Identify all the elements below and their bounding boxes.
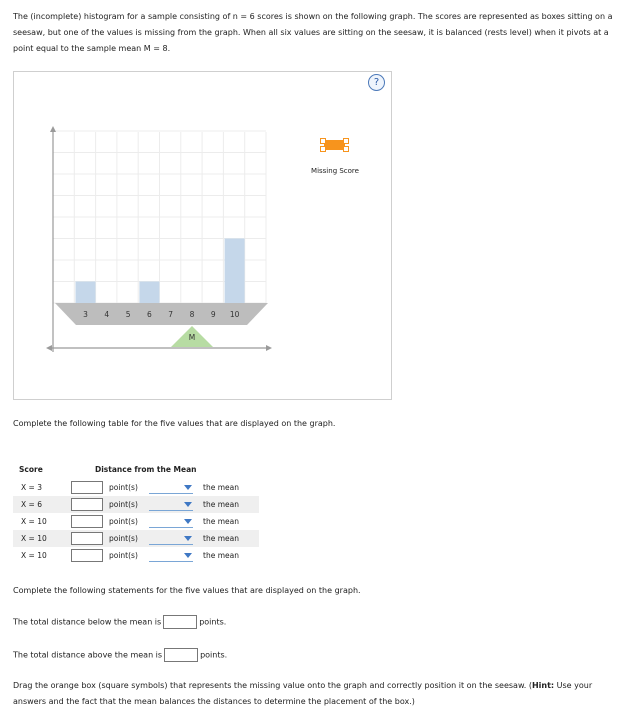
tick-label: 3 <box>83 310 88 319</box>
pivot-label: M <box>188 333 196 342</box>
distance-input[interactable] <box>71 515 103 528</box>
direction-select[interactable] <box>149 499 193 511</box>
histogram-bar <box>225 239 245 304</box>
table-row <box>13 547 259 564</box>
unit-label: point(s) <box>109 500 138 509</box>
score-cell: X = 3 <box>21 483 42 492</box>
mean-label: the mean <box>203 500 239 509</box>
distance-table <box>13 462 259 564</box>
pivot <box>171 326 213 347</box>
table-row <box>13 496 259 513</box>
chevron-down-icon <box>184 485 192 490</box>
x-axis-left-arrow-icon <box>46 345 52 351</box>
statement-below-suffix: points. <box>199 617 227 627</box>
score-cell: X = 10 <box>21 517 47 526</box>
histogram-bars <box>76 239 245 304</box>
score-cell: X = 10 <box>13 530 69 547</box>
direction-select[interactable] <box>149 516 193 528</box>
mean-label: the mean <box>203 483 239 492</box>
chevron-down-icon <box>184 536 192 541</box>
statements-instruction: Complete the following statements for the five values that are displayed on the graph. <box>13 586 361 595</box>
tick-label: 7 <box>168 310 174 319</box>
mean-label: the mean <box>203 551 239 560</box>
statement-above-prefix: The total distance above the mean is <box>13 650 163 660</box>
missing-score-label: Missing Score <box>311 167 359 175</box>
statement-above-suffix: points. <box>200 650 228 660</box>
total-above-input[interactable] <box>164 648 198 662</box>
total-below-input[interactable] <box>163 615 197 629</box>
statement-below-prefix: The total distance below the mean is <box>13 617 162 627</box>
tick-label: 10 <box>229 310 240 319</box>
table-row <box>13 530 259 547</box>
distance-input[interactable] <box>71 532 103 545</box>
tick-label: 5 <box>125 310 131 319</box>
distance-input[interactable] <box>71 549 103 562</box>
unit-label: point(s) <box>109 551 138 560</box>
statement-above <box>13 648 227 662</box>
score-header: Score <box>19 464 43 474</box>
table-instruction: Complete the following table for the five values that are displayed on the graph. <box>13 419 336 428</box>
graph-panel <box>13 71 392 400</box>
tick-label: 4 <box>104 310 110 319</box>
y-axis-arrow-icon <box>50 126 56 132</box>
chevron-down-icon <box>184 553 192 558</box>
score-cell: X = 10 <box>21 551 47 560</box>
score-cell: X = 6 <box>13 496 69 513</box>
histogram-bar <box>76 282 96 304</box>
direction-select[interactable] <box>149 482 193 494</box>
distance-header: Distance from the Mean <box>95 464 197 474</box>
unit-label: point(s) <box>109 483 138 492</box>
statement-below <box>13 615 226 629</box>
tick-label: 6 <box>147 310 152 319</box>
direction-select[interactable] <box>149 533 193 545</box>
direction-select[interactable] <box>149 550 193 562</box>
unit-label: point(s) <box>109 517 138 526</box>
tick-label: 9 <box>210 310 216 319</box>
histogram-seesaw-plot <box>14 72 391 399</box>
distance-input[interactable] <box>71 481 103 494</box>
mean-label: the mean <box>203 517 239 526</box>
chevron-down-icon <box>184 519 192 524</box>
unit-label: point(s) <box>109 534 138 543</box>
hint-label: Hint: <box>531 681 555 690</box>
table-row <box>13 513 259 530</box>
drag-text-before: Drag the orange box (square symbols) that represents the missing value onto the graph and correctly position it on the seesaw. ( <box>13 681 532 690</box>
mean-label: the mean <box>203 534 239 543</box>
missing-score-box[interactable] <box>320 138 349 152</box>
tick-label: 8 <box>189 310 195 319</box>
distance-input[interactable] <box>71 498 103 511</box>
x-axis-right-arrow-icon <box>266 345 272 351</box>
table-row <box>13 479 259 496</box>
help-button[interactable]: ? <box>368 74 385 91</box>
chevron-down-icon <box>184 502 192 507</box>
drag-text-after: Use your answers and the fact that the mean balances the distances to determine the placement of the box.) <box>13 681 593 706</box>
histogram-bar <box>139 282 159 304</box>
intro-text: The (incomplete) histogram for a sample consisting of n = 6 scores is shown on the following graph. The scores are represented as boxes sitting on a seesaw, but one of the values is missing from the graph. When all six values are sitting on the seesaw, it is balanced (rests level) when it pivots at a point equal to the sample mean M = 8. <box>13 12 613 53</box>
drag-instruction <box>13 678 613 710</box>
